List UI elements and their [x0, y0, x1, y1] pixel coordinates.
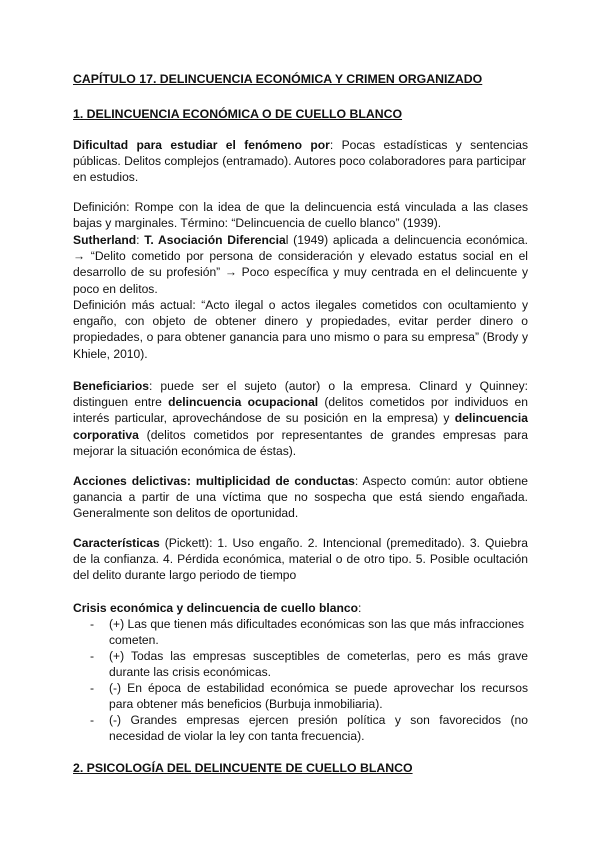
caracteristicas-label: Características [73, 536, 160, 550]
dificultad-label: Dificultad para estudiar el fenómeno por [73, 138, 330, 152]
caracteristicas-paragraph: Características (Pickett): 1. Uso engaño. 2. Intencional (premeditado). 3. Quiebra de la confianza. 4. Pérdida económica, material o de otro tipo. 5. Posible ocultación del delito durante largo periodo de tiempo [73, 536, 528, 583]
dificultad-paragraph: Dificultad para estudiar el fenómeno por: Pocas estadísticas y sentencias públicas. Delitos complejos (entramado). Autores poco colaboradores para participar en estudios. [73, 138, 529, 185]
acciones-label: Acciones delictivas: multiplicidad de conductas [73, 474, 355, 488]
asociacion-diferencial-label: T. Asociación Diferencia [144, 233, 286, 247]
definicion-paragraph: Definición: Rompe con la idea de que la delincuencia está vinculada a las clases bajas y marginales. Término: “Delincuencia de cuello blanco” (1939). [73, 200, 528, 231]
beneficiarios-label: Beneficiarios [73, 379, 149, 393]
section-2-heading: 2. PSICOLOGÍA DEL DELINCUENTE DE CUELLO BLANCO [73, 761, 413, 775]
sutherland-label: Sutherland [73, 233, 137, 247]
acciones-paragraph: Acciones delictivas: multiplicidad de conductas: Aspecto común: autor obtiene ganancia a partir de una víctima que no sospecha que está siendo engañada. Generalmente son delitos de oportunidad. [73, 474, 528, 521]
crisis-heading: Crisis económica y delincuencia de cuello blanco: [73, 601, 362, 615]
chapter-title: CAPÍTULO 17. DELINCUENCIA ECONÓMICA Y CRIMEN ORGANIZADO [73, 72, 483, 86]
definicion-actual-paragraph: Definición más actual: “Acto ilegal o actos ilegales cometidos con ocultamiento y engaño, con objeto de obtener dinero y propiedades, evitar perder dinero o propiedades, o para obtener ganancia para uno mismo o para su empresa” (Brody y Khiele, 2010). [73, 298, 528, 361]
beneficiarios-paragraph: Beneficiarios: puede ser el sujeto (autor) o la empresa. Clinard y Quinney: distinguen entre delincuencia ocupacional (delitos cometidos por individuos en interés particular, aprovechándose de su posición en la empresa) y delincuencia corporativa (delitos cometidos por representantes de grandes empresas para mejorar la situación económica de éstas). [73, 379, 529, 458]
section-1-heading: 1. DELINCUENCIA ECONÓMICA O DE CUELLO BLANCO [73, 107, 403, 121]
sutherland-paragraph: Sutherland: T. Asociación Diferencial (1949) aplicada a delincuencia económica. → “Delito cometido por persona de consideración y elevado estatus social en el desarrollo de su profesión” → Poco específica y muy centrada en el delincuente y poco en delitos. [73, 233, 528, 296]
